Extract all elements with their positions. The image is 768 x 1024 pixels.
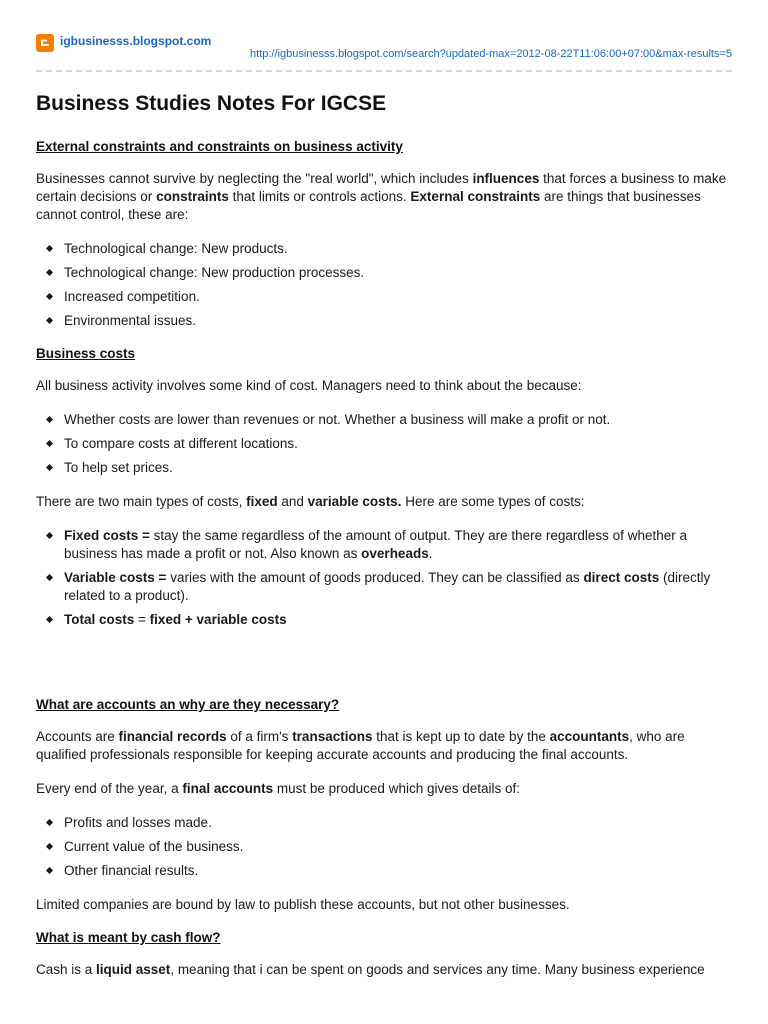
bold-term: accountants xyxy=(549,729,630,744)
text-run: varies with the amount of goods produced. They can be classified as xyxy=(166,570,584,585)
diamond-bullet-icon xyxy=(46,819,53,826)
list-item xyxy=(64,814,736,832)
diamond-bullet-icon xyxy=(46,416,53,423)
paragraph-final-accounts xyxy=(36,780,736,798)
list-item xyxy=(64,411,736,429)
diamond-bullet-icon xyxy=(46,293,53,300)
list-item xyxy=(64,288,736,306)
diamond-bullet-icon xyxy=(46,245,53,252)
list-item-text: Technological change: New products. xyxy=(64,241,288,256)
text-run: , who are qualified professionals responsible for keeping accurate accounts and producing the final accounts. xyxy=(36,729,685,762)
bold-term: liquid asset xyxy=(96,962,171,977)
bold-term: Total costs xyxy=(64,612,135,627)
text-run: There are two main types of costs, xyxy=(36,494,247,509)
bold-term: External constraints xyxy=(410,189,541,204)
header-divider xyxy=(36,70,732,72)
paragraph-external-constraints xyxy=(36,170,736,224)
diamond-bullet-icon xyxy=(46,574,53,581)
diamond-bullet-icon xyxy=(46,317,53,324)
paragraph-business-costs: All business activity involves some kind of cost. Managers need to think about the because: xyxy=(36,378,582,393)
text-run: Cash is a xyxy=(36,962,97,977)
bold-term: constraints xyxy=(156,189,229,204)
diamond-bullet-icon xyxy=(46,843,53,850)
list-item-text: Other financial results. xyxy=(64,863,199,878)
paragraph-limited-companies: Limited companies are bound by law to publish these accounts, but not other businesses. xyxy=(36,897,570,912)
bold-term: fixed xyxy=(246,494,278,509)
text-run: . xyxy=(428,546,433,561)
bold-term: transactions xyxy=(292,729,373,744)
cost-types-list xyxy=(36,527,736,629)
list-item-text: Increased competition. xyxy=(64,289,200,304)
list-item-text: Whether costs are lower than revenues or not. Whether a business will make a profit or not. xyxy=(64,412,611,427)
list-item xyxy=(64,435,736,453)
list-item-text: Technological change: New production processes. xyxy=(64,265,365,280)
diamond-bullet-icon xyxy=(46,440,53,447)
diamond-bullet-icon xyxy=(46,616,53,623)
bold-term: financial records xyxy=(118,729,227,744)
list-item xyxy=(64,862,736,880)
final-accounts-list xyxy=(36,814,736,880)
list-item-text: To help set prices. xyxy=(64,460,173,475)
text-run: Every end of the year, a xyxy=(36,781,183,796)
list-item-text: Profits and losses made. xyxy=(64,815,212,830)
section-heading-external-constraints: External constraints and constraints on business activity xyxy=(36,139,403,154)
cost-reasons-list xyxy=(36,411,736,477)
list-item-total-costs xyxy=(64,611,736,629)
blog-name-link[interactable]: igbusinesss.blogspot.com xyxy=(60,34,212,48)
text-run: = xyxy=(134,612,150,627)
page-header xyxy=(36,32,736,72)
page-title: Business Studies Notes For IGCSE xyxy=(36,92,387,115)
diamond-bullet-icon xyxy=(46,532,53,539)
text-run: Businesses cannot survive by neglecting the "real world", which includes xyxy=(36,171,473,186)
list-item-variable-costs xyxy=(64,569,736,605)
text-run: , meaning that i can be spent on goods and services any time. Many business experience xyxy=(170,962,705,977)
text-run: Here are some types of costs: xyxy=(401,494,585,509)
text-run: of a firm's xyxy=(226,729,293,744)
page-url-link[interactable]: http://igbusinesss.blogspot.com/search?updated-max=2012-08-22T11:06:00+07:00&max-results=5 xyxy=(250,48,732,60)
text-run: that limits or controls actions. xyxy=(228,189,411,204)
paragraph-cash-flow xyxy=(36,961,736,979)
text-run: that forces a business to make certain decisions or xyxy=(36,171,727,204)
bold-term: influences xyxy=(472,171,540,186)
bold-term: variable costs. xyxy=(307,494,402,509)
paragraph-accounts xyxy=(36,728,736,764)
list-item xyxy=(64,312,736,330)
constraints-list xyxy=(36,240,736,330)
section-heading-accounts: What are accounts an why are they necessary? xyxy=(36,697,340,712)
bold-term: Variable costs = xyxy=(64,570,167,585)
blogger-icon xyxy=(36,34,54,52)
paragraph-cost-types xyxy=(36,493,736,511)
text-run: that is kept up to date by the xyxy=(372,729,550,744)
list-item-fixed-costs xyxy=(64,527,736,563)
section-heading-cash-flow: What is meant by cash flow? xyxy=(36,930,221,945)
list-item xyxy=(64,264,736,282)
bold-term: direct costs xyxy=(583,570,660,585)
list-item-text: Current value of the business. xyxy=(64,839,244,854)
list-item xyxy=(64,240,736,258)
diamond-bullet-icon xyxy=(46,269,53,276)
diamond-bullet-icon xyxy=(46,464,53,471)
list-item xyxy=(64,459,736,477)
bold-term: final accounts xyxy=(182,781,274,796)
text-run: are things that businesses cannot control, these are: xyxy=(36,189,701,222)
section-heading-business-costs: Business costs xyxy=(36,346,136,361)
spacer xyxy=(36,645,736,697)
list-item xyxy=(64,838,736,856)
text-run: and xyxy=(277,494,308,509)
text-run: (directly related to a product). xyxy=(64,570,711,603)
bold-term: overheads xyxy=(361,546,429,561)
list-item-text: Environmental issues. xyxy=(64,313,197,328)
bold-term: Fixed costs = xyxy=(64,528,150,543)
bold-term: fixed + variable costs xyxy=(149,612,287,627)
list-item-text: To compare costs at different locations. xyxy=(64,436,298,451)
text-run: Accounts are xyxy=(36,729,119,744)
text-run: stay the same regardless of the amount of output. They are there regardless of whether a business has made a profit or not. Also known as xyxy=(64,528,687,561)
article-content xyxy=(36,92,736,995)
text-run: must be produced which gives details of: xyxy=(273,781,521,796)
diamond-bullet-icon xyxy=(46,867,53,874)
